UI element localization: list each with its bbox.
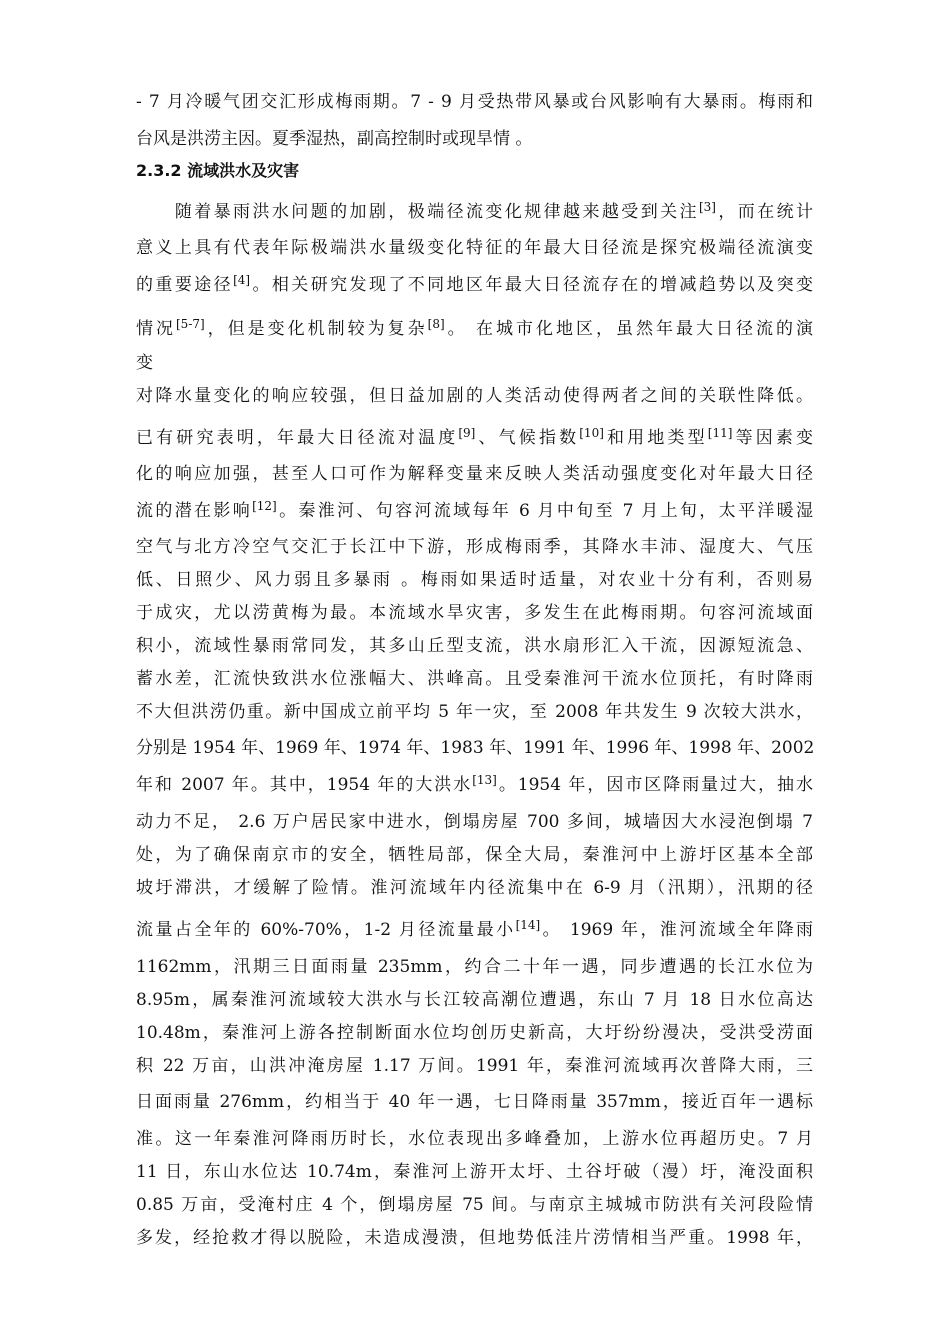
text-line: 8.95m，属秦淮河流域较大洪水与长江较高潮位遭遇，东山 7 月 18 日水位高达: [136, 990, 813, 1010]
text-line: 情况[5-7]，但是变化机制较为复杂[8]。 在城市化地区，虽然年最大日径流的演: [136, 317, 814, 339]
text-line: 处，为了确保南京市的安全，牺牲局部，保全大局，秦淮河中上游圩区基本全部: [136, 845, 813, 865]
text-line: 变: [136, 353, 153, 373]
text-line: 10.48m，秦淮河上游各控制断面水位均创历史新高，大圩纷纷漫决，受洪受涝面: [136, 1023, 813, 1043]
text-line: 日面雨量 276mm，约相当于 40 年一遇，七日降雨量 357mm，接近百年一遇标: [136, 1092, 813, 1112]
citation: [3]: [698, 200, 716, 214]
text-line: 于成灾，尤以涝黄梅为最。本流域水旱灾害，多发生在此梅雨期。句容河流域面: [136, 603, 813, 623]
citation: [11]: [707, 426, 733, 440]
text-line: 对降水量变化的响应较强，但日益加剧的人类活动使得两者之间的关联性降低。: [136, 386, 813, 406]
text-line: 低、日照少、风力弱且多暴雨 。梅雨如果适时适量，对农业十分有利，否则易: [136, 570, 813, 590]
section-heading: 2.3.2 流域洪水及灾害: [136, 161, 300, 180]
text-line: 动力不足， 2.6 万户居民家中进水，倒塌房屋 700 多间，城墙因大水浸泡倒塌 7: [136, 812, 813, 832]
text-line: 的重要途径[4]。相关研究发现了不同地区年最大日径流存在的增减趋势以及突变: [136, 273, 814, 295]
citation: [9]: [458, 426, 476, 440]
text-line: - 7 月冷暖气团交汇形成梅雨期。7 - 9 月受热带风暴或台风影响有大暴雨。梅雨和: [136, 92, 813, 112]
text-line: 年和 2007 年。其中，1954 年的大洪水[13]。1954 年，因市区降雨量过大，抽水: [136, 773, 813, 795]
text-line: 蓄水差，汇流快致洪水位涨幅大、洪峰高。且受秦淮河干流水位顶托，有时降雨: [136, 669, 813, 689]
text-line: 意义上具有代表年际极端洪水量级变化特征的年最大日径流是探究极端径流演变: [136, 238, 813, 258]
text-line: 随着暴雨洪水问题的加剧，极端径流变化规律越来越受到关注[3]，而在统计: [136, 200, 814, 222]
citation: [13]: [472, 773, 497, 787]
text-line: 多发，经抢救才得以脱险，未造成漫溃，但地势低洼片涝情相当严重。1998 年，: [136, 1228, 813, 1248]
text-line: 流量占全年的 60%-70%，1-2 月径流量最小[14]。 1969 年，淮河流域全年降雨: [136, 918, 814, 940]
text-line: 积小，流域性暴雨常同发，其多山丘型支流，洪水扇形汇入干流，因源短流急、: [136, 636, 813, 656]
text-line: 分别是 1954 年、1969 年、1974 年、1983 年、1991 年、1996 年、1998 年、2002: [136, 738, 815, 758]
text-line: 准。这一年秦淮河降雨历时长，水位表现出多峰叠加，上游水位再超历史。7 月: [136, 1129, 813, 1149]
text-line: 积 22 万亩，山洪冲淹房屋 1.17 万间。1991 年，秦淮河流域再次普降大雨，三: [136, 1056, 813, 1076]
text-line: 空气与北方冷空气交汇于长江中下游，形成梅雨季，其降水丰沛、湿度大、气压: [136, 537, 813, 557]
text-line: 坡圩滞洪，才缓解了险情。淮河流域年内径流集中在 6-9 月（汛期），汛期的径: [136, 878, 813, 898]
citation: [4]: [233, 273, 251, 287]
text-line: 已有研究表明，年最大日径流对温度[9]、气候指数[10]和用地类型[11]等因素变: [136, 426, 814, 448]
text-line: 不大但洪涝仍重。新中国成立前平均 5 年一灾，至 2008 年共发生 9 次较大洪水，: [136, 702, 813, 722]
text-line: 台风是洪涝主因。夏季湿热，副高控制时或现旱情 。: [136, 129, 533, 149]
citation: [8]: [427, 317, 445, 331]
citation: [12]: [252, 499, 277, 513]
text-line: 11 日，东山水位达 10.74m，秦淮河上游开太圩、土谷圩破（漫）圩，淹没面积: [136, 1162, 813, 1182]
text-line: 1162mm，汛期三日面雨量 235mm，约合二十年一遇，同步遭遇的长江水位为: [136, 957, 813, 977]
citation: [10]: [579, 426, 604, 440]
text-line: 0.85 万亩，受淹村庄 4 个，倒塌房屋 75 间。与南京主城城市防洪有关河段险情: [136, 1195, 813, 1215]
text-line: 化的响应加强，甚至人口可作为解释变量来反映人类活动强度变化对年最大日径: [136, 464, 813, 484]
text-line: 流的潜在影响[12]。秦淮河、句容河流域每年 6 月中旬至 7 月上旬，太平洋暖湿: [136, 499, 813, 521]
citation: [14]: [515, 918, 541, 932]
citation: [5-7]: [176, 317, 205, 331]
